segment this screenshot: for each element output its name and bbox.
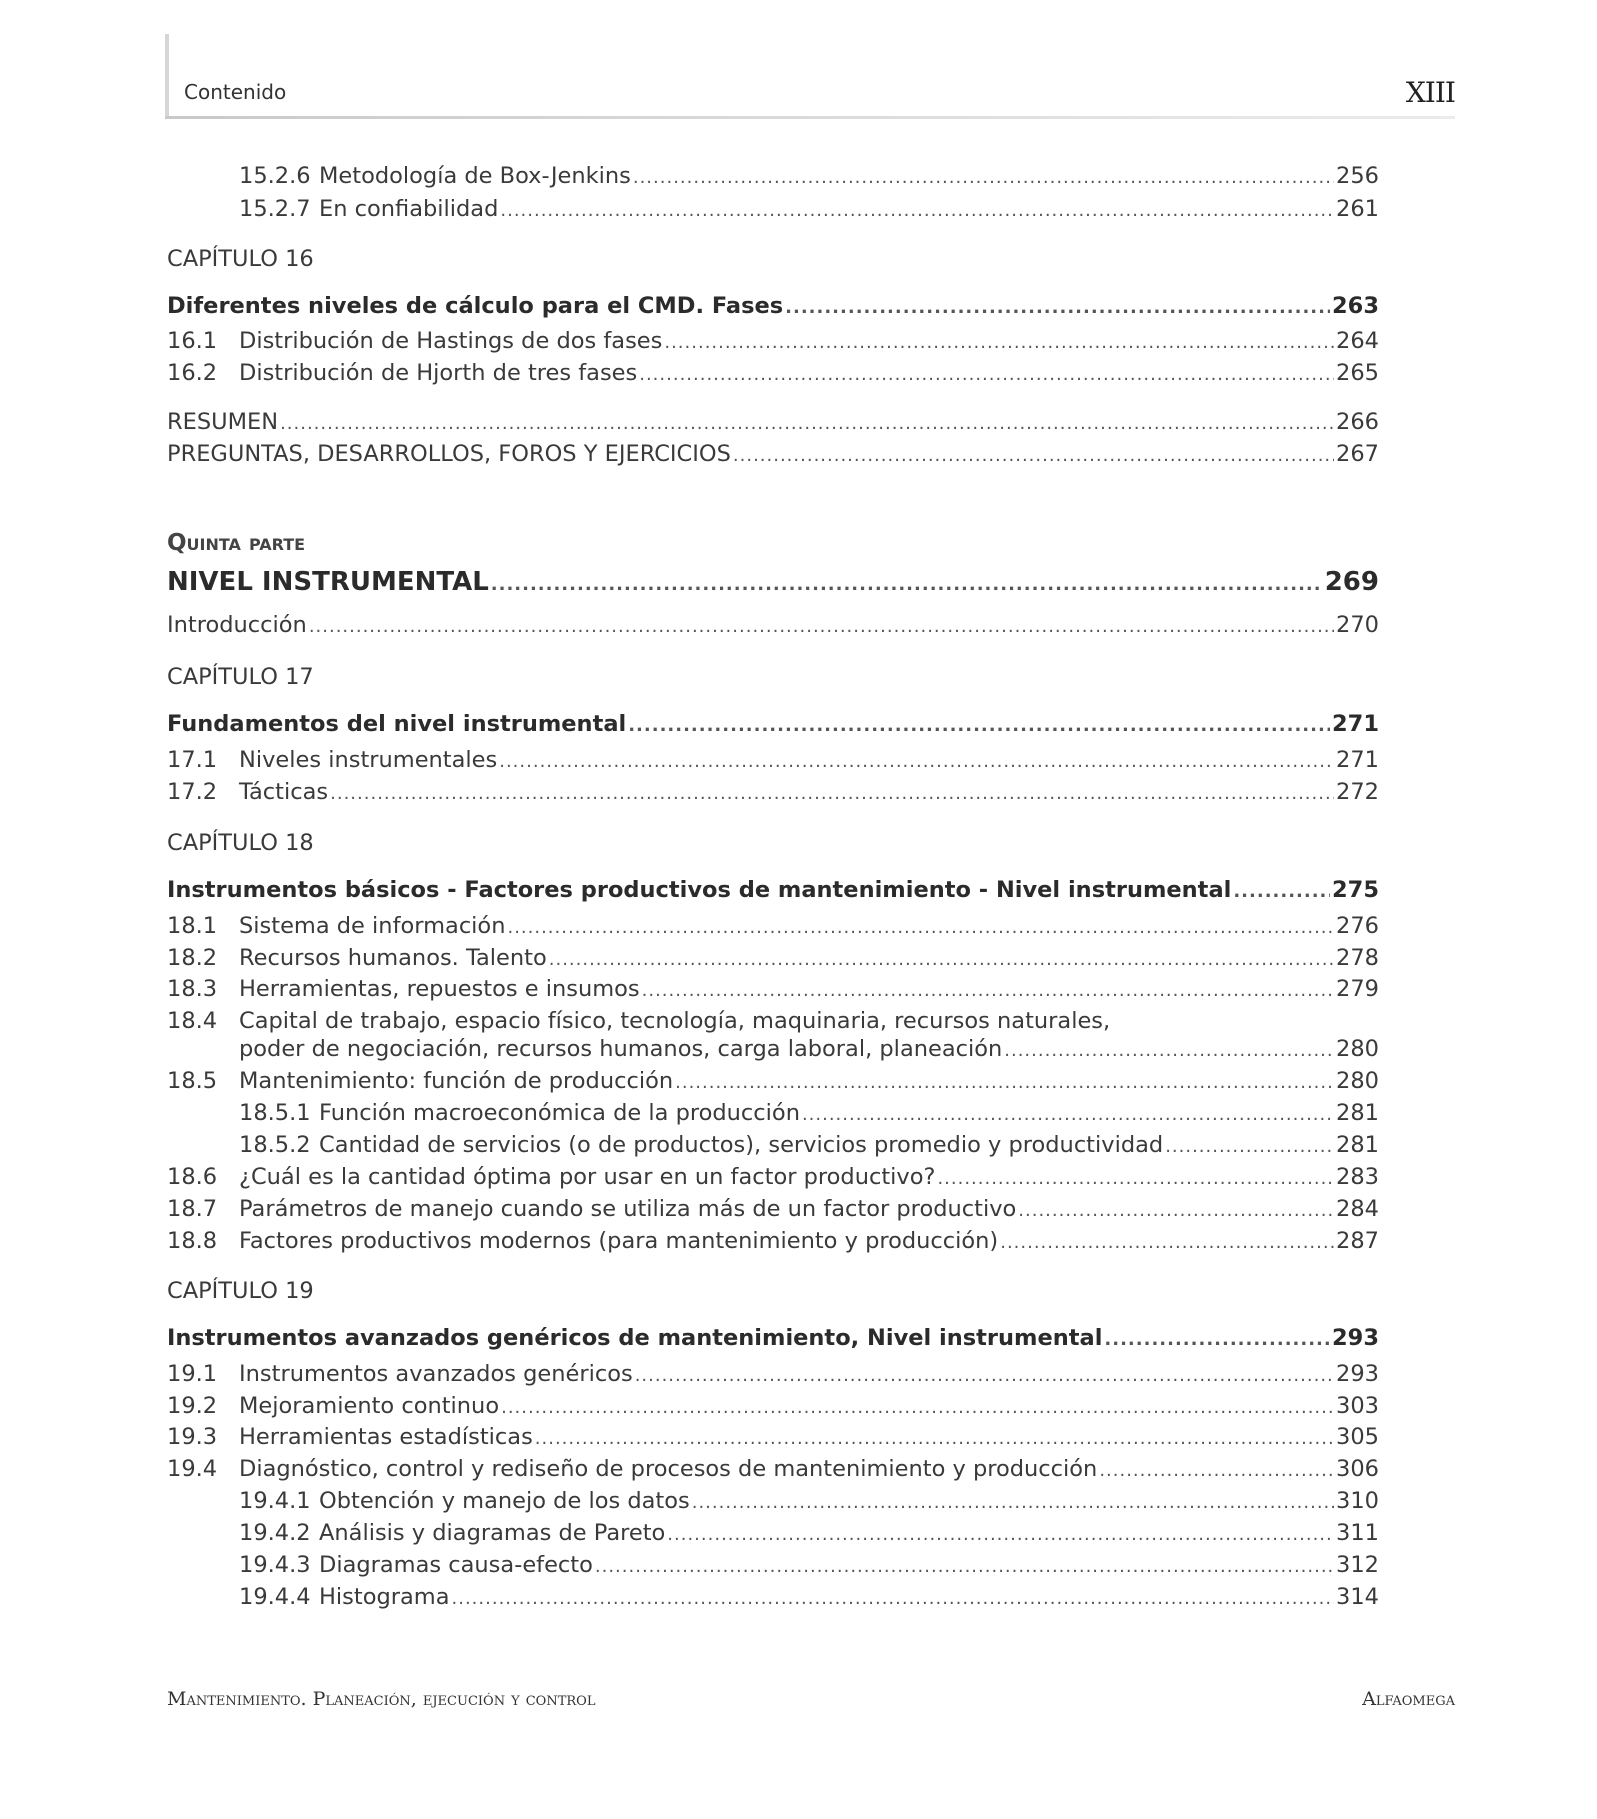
toc-entry[interactable] bbox=[167, 876, 1379, 906]
entry-title: Sistema de información bbox=[239, 913, 506, 939]
dot-leader bbox=[642, 976, 1334, 1005]
chapter-label: CAPÍTULO 18 bbox=[167, 830, 314, 856]
entry-title: ¿Cuál es la cantidad óptima por usar en un factor productivo? bbox=[239, 1164, 936, 1190]
entry-number: 19.4.1 bbox=[239, 1488, 311, 1514]
dot-leader bbox=[733, 441, 1334, 470]
dot-leader bbox=[501, 1393, 1334, 1422]
dot-leader bbox=[330, 779, 1334, 808]
toc-entry[interactable] bbox=[167, 710, 1379, 740]
header-vertical-rule bbox=[165, 34, 169, 119]
toc-entry[interactable] bbox=[239, 1131, 1379, 1161]
entry-number: 19.4.2 bbox=[239, 1520, 311, 1546]
entry-number: 19.1 bbox=[167, 1361, 218, 1387]
toc-entry[interactable] bbox=[239, 1551, 1379, 1581]
entry-title: Herramientas estadísticas bbox=[239, 1424, 533, 1450]
dot-leader bbox=[675, 1068, 1334, 1097]
part-label: Quinta parte bbox=[167, 530, 306, 556]
entry-number: 18.5 bbox=[167, 1068, 218, 1094]
entry-title: poder de negociación, recursos humanos, carga laboral, planeación bbox=[239, 1036, 1003, 1062]
toc-entry[interactable] bbox=[167, 912, 1379, 942]
dot-leader bbox=[628, 711, 1330, 740]
toc-entry[interactable] bbox=[239, 1035, 1379, 1065]
entry-page: 264 bbox=[1336, 328, 1379, 354]
dot-leader bbox=[309, 612, 1334, 641]
toc-entry[interactable] bbox=[167, 1392, 1379, 1422]
entry-page: 293 bbox=[1332, 1325, 1379, 1351]
dot-leader bbox=[635, 1361, 1334, 1390]
dot-leader bbox=[639, 360, 1334, 389]
dot-leader bbox=[802, 1100, 1334, 1129]
entry-title: Parámetros de manejo cuando se utiliza más de un factor productivo bbox=[239, 1196, 1017, 1222]
entry-page: 269 bbox=[1324, 567, 1379, 597]
entry-page: 284 bbox=[1336, 1196, 1379, 1222]
entry-page: 267 bbox=[1336, 441, 1379, 467]
entry-title: Obtención y manejo de los datos bbox=[319, 1488, 690, 1514]
entry-number: 16.1 bbox=[167, 328, 218, 354]
dot-leader bbox=[507, 913, 1334, 942]
dot-leader bbox=[452, 1584, 1335, 1613]
entry-title: Distribución de Hjorth de tres fases bbox=[239, 360, 638, 386]
toc-entry[interactable] bbox=[239, 195, 1379, 225]
entry-title: Distribución de Hastings de dos fases bbox=[239, 328, 663, 354]
entry-number: 18.2 bbox=[167, 945, 218, 971]
entry-title: Fundamentos del nivel instrumental bbox=[167, 711, 627, 737]
entry-page: 303 bbox=[1336, 1393, 1379, 1419]
entry-title: Metodología de Box-Jenkins bbox=[319, 163, 631, 189]
footer-book-title: Mantenimiento. Planeación, ejecución y control bbox=[167, 1688, 596, 1710]
entry-title: PREGUNTAS, DESARROLLOS, FOROS Y EJERCICIOS bbox=[167, 441, 731, 467]
dot-leader bbox=[500, 196, 1334, 225]
dot-leader bbox=[549, 945, 1334, 974]
entry-number: 18.6 bbox=[167, 1164, 218, 1190]
dot-leader bbox=[280, 409, 1334, 438]
toc-entry[interactable] bbox=[167, 1007, 1379, 1036]
toc-entry[interactable] bbox=[239, 1519, 1379, 1549]
toc-entry[interactable] bbox=[239, 162, 1379, 192]
dot-leader bbox=[667, 1520, 1334, 1549]
entry-page: 312 bbox=[1336, 1552, 1379, 1578]
entry-page: 279 bbox=[1336, 976, 1379, 1002]
dot-leader bbox=[491, 570, 1323, 599]
entry-page: 287 bbox=[1336, 1228, 1379, 1254]
entry-title: Niveles instrumentales bbox=[239, 747, 498, 773]
entry-title: Diagramas causa-efecto bbox=[319, 1552, 593, 1578]
entry-page: 261 bbox=[1336, 196, 1379, 222]
toc-entry[interactable] bbox=[239, 1487, 1379, 1517]
entry-page: 283 bbox=[1336, 1164, 1379, 1190]
toc-entry[interactable] bbox=[167, 1360, 1379, 1390]
entry-number: 19.4.3 bbox=[239, 1552, 311, 1578]
entry-title: Instrumentos avanzados genéricos bbox=[239, 1361, 633, 1387]
entry-number: 18.4 bbox=[167, 1008, 218, 1034]
entry-title: Mantenimiento: función de producción bbox=[239, 1068, 674, 1094]
entry-page: 314 bbox=[1336, 1584, 1379, 1610]
entry-page: 280 bbox=[1336, 1068, 1379, 1094]
entry-page: 293 bbox=[1336, 1361, 1379, 1387]
dot-leader bbox=[1000, 1228, 1334, 1257]
entry-title: Instrumentos básicos - Factores productivos de mantenimiento - Nivel instrumental bbox=[167, 877, 1232, 903]
dot-leader bbox=[535, 1424, 1334, 1453]
dot-leader bbox=[1004, 1036, 1334, 1065]
toc-entry[interactable] bbox=[167, 440, 1379, 470]
entry-page: 275 bbox=[1332, 877, 1379, 903]
entry-number: 15.2.7 bbox=[239, 196, 311, 222]
entry-page: 305 bbox=[1336, 1424, 1379, 1450]
toc-entry[interactable] bbox=[167, 1324, 1379, 1354]
entry-title: Factores productivos modernos (para mantenimiento y producción) bbox=[239, 1228, 999, 1254]
entry-number: 19.2 bbox=[167, 1393, 218, 1419]
entry-page: 256 bbox=[1336, 163, 1379, 189]
entry-page: 271 bbox=[1336, 747, 1379, 773]
toc-entry[interactable] bbox=[167, 1423, 1379, 1453]
dot-leader bbox=[1099, 1456, 1334, 1485]
toc-entry[interactable] bbox=[167, 611, 1379, 641]
toc-entry[interactable] bbox=[167, 1227, 1379, 1257]
entry-title: Recursos humanos. Talento bbox=[239, 945, 547, 971]
entry-page: 263 bbox=[1332, 293, 1379, 319]
dot-leader bbox=[499, 747, 1334, 776]
entry-number: 19.4 bbox=[167, 1456, 218, 1482]
entry-title: Herramientas, repuestos e insumos bbox=[239, 976, 640, 1002]
entry-number: 18.7 bbox=[167, 1196, 218, 1222]
entry-number: 18.1 bbox=[167, 913, 218, 939]
toc-entry[interactable] bbox=[167, 327, 1379, 357]
entry-number: 18.5.1 bbox=[239, 1100, 311, 1126]
entry-title: En confiabilidad bbox=[319, 196, 499, 222]
toc-entry[interactable] bbox=[167, 944, 1379, 974]
entry-number: 16.2 bbox=[167, 360, 218, 386]
toc-entry[interactable] bbox=[167, 1455, 1379, 1485]
toc-entry[interactable] bbox=[167, 1195, 1379, 1225]
entry-title: Histograma bbox=[319, 1584, 450, 1610]
entry-page: 306 bbox=[1336, 1456, 1379, 1482]
entry-number: 18.3 bbox=[167, 976, 218, 1002]
chapter-label: CAPÍTULO 17 bbox=[167, 664, 314, 690]
toc-entry[interactable] bbox=[167, 408, 1379, 438]
entry-page: 271 bbox=[1332, 711, 1379, 737]
entry-title: Introducción bbox=[167, 612, 307, 638]
entry-title: Mejoramiento continuo bbox=[239, 1393, 500, 1419]
entry-page: 270 bbox=[1336, 612, 1379, 638]
entry-page: 272 bbox=[1336, 779, 1379, 805]
entry-page: 276 bbox=[1336, 913, 1379, 939]
entry-page: 266 bbox=[1336, 409, 1379, 435]
footer-publisher: Alfaomega bbox=[1362, 1688, 1455, 1710]
entry-number: 18.8 bbox=[167, 1228, 218, 1254]
page-number: XIII bbox=[1405, 76, 1455, 109]
entry-title: Cantidad de servicios (o de productos), servicios promedio y productividad bbox=[319, 1132, 1164, 1158]
entry-title: Función macroeconómica de la producción bbox=[319, 1100, 800, 1126]
toc-entry[interactable] bbox=[167, 359, 1379, 389]
dot-leader bbox=[633, 163, 1334, 192]
dot-leader bbox=[664, 328, 1334, 357]
entry-page: 278 bbox=[1336, 945, 1379, 971]
entry-page: 281 bbox=[1336, 1100, 1379, 1126]
entry-title: Análisis y diagramas de Pareto bbox=[319, 1520, 666, 1546]
entry-number: 17.1 bbox=[167, 747, 218, 773]
entry-title: Instrumentos avanzados genéricos de mantenimiento, Nivel instrumental bbox=[167, 1325, 1103, 1351]
toc-entry[interactable] bbox=[239, 1099, 1379, 1129]
entry-title: RESUMEN bbox=[167, 409, 279, 435]
entry-title: Diferentes niveles de cálculo para el CMD. Fases bbox=[167, 293, 784, 319]
entry-title: Tácticas bbox=[239, 779, 329, 805]
chapter-label: CAPÍTULO 16 bbox=[167, 246, 314, 272]
header-rule bbox=[165, 116, 1455, 119]
entry-number: 15.2.6 bbox=[239, 163, 311, 189]
entry-page: 280 bbox=[1336, 1036, 1379, 1062]
entry-page: 311 bbox=[1336, 1520, 1379, 1546]
toc-entry[interactable] bbox=[167, 1067, 1379, 1097]
entry-number: 19.4.4 bbox=[239, 1584, 311, 1610]
toc-entry[interactable] bbox=[239, 1583, 1379, 1613]
entry-number: 17.2 bbox=[167, 779, 218, 805]
toc-entry[interactable] bbox=[167, 568, 1379, 599]
entry-page: 310 bbox=[1336, 1488, 1379, 1514]
entry-title: Capital de trabajo, espacio físico, tecnología, maquinaria, recursos naturales, bbox=[239, 1008, 1111, 1034]
dot-leader bbox=[1018, 1196, 1334, 1225]
entry-number: 19.3 bbox=[167, 1424, 218, 1450]
toc-entry[interactable] bbox=[167, 1163, 1379, 1193]
entry-page: 281 bbox=[1336, 1132, 1379, 1158]
toc-entry[interactable] bbox=[167, 292, 1379, 322]
toc-entry[interactable] bbox=[167, 975, 1379, 1005]
dot-leader bbox=[1104, 1325, 1330, 1354]
dot-leader bbox=[1165, 1132, 1334, 1161]
entry-title: NIVEL INSTRUMENTAL bbox=[167, 567, 489, 597]
dot-leader bbox=[1233, 877, 1330, 906]
dot-leader bbox=[692, 1488, 1334, 1517]
dot-leader bbox=[937, 1164, 1334, 1193]
toc-entry[interactable] bbox=[167, 778, 1379, 808]
dot-leader bbox=[785, 293, 1330, 322]
entry-number: 18.5.2 bbox=[239, 1132, 311, 1158]
dot-leader bbox=[595, 1552, 1334, 1581]
entry-page: 265 bbox=[1336, 360, 1379, 386]
toc-entry[interactable] bbox=[167, 746, 1379, 776]
chapter-label: CAPÍTULO 19 bbox=[167, 1278, 314, 1304]
entry-title: Diagnóstico, control y rediseño de procesos de mantenimiento y producción bbox=[239, 1456, 1098, 1482]
running-head: Contenido bbox=[184, 80, 287, 104]
